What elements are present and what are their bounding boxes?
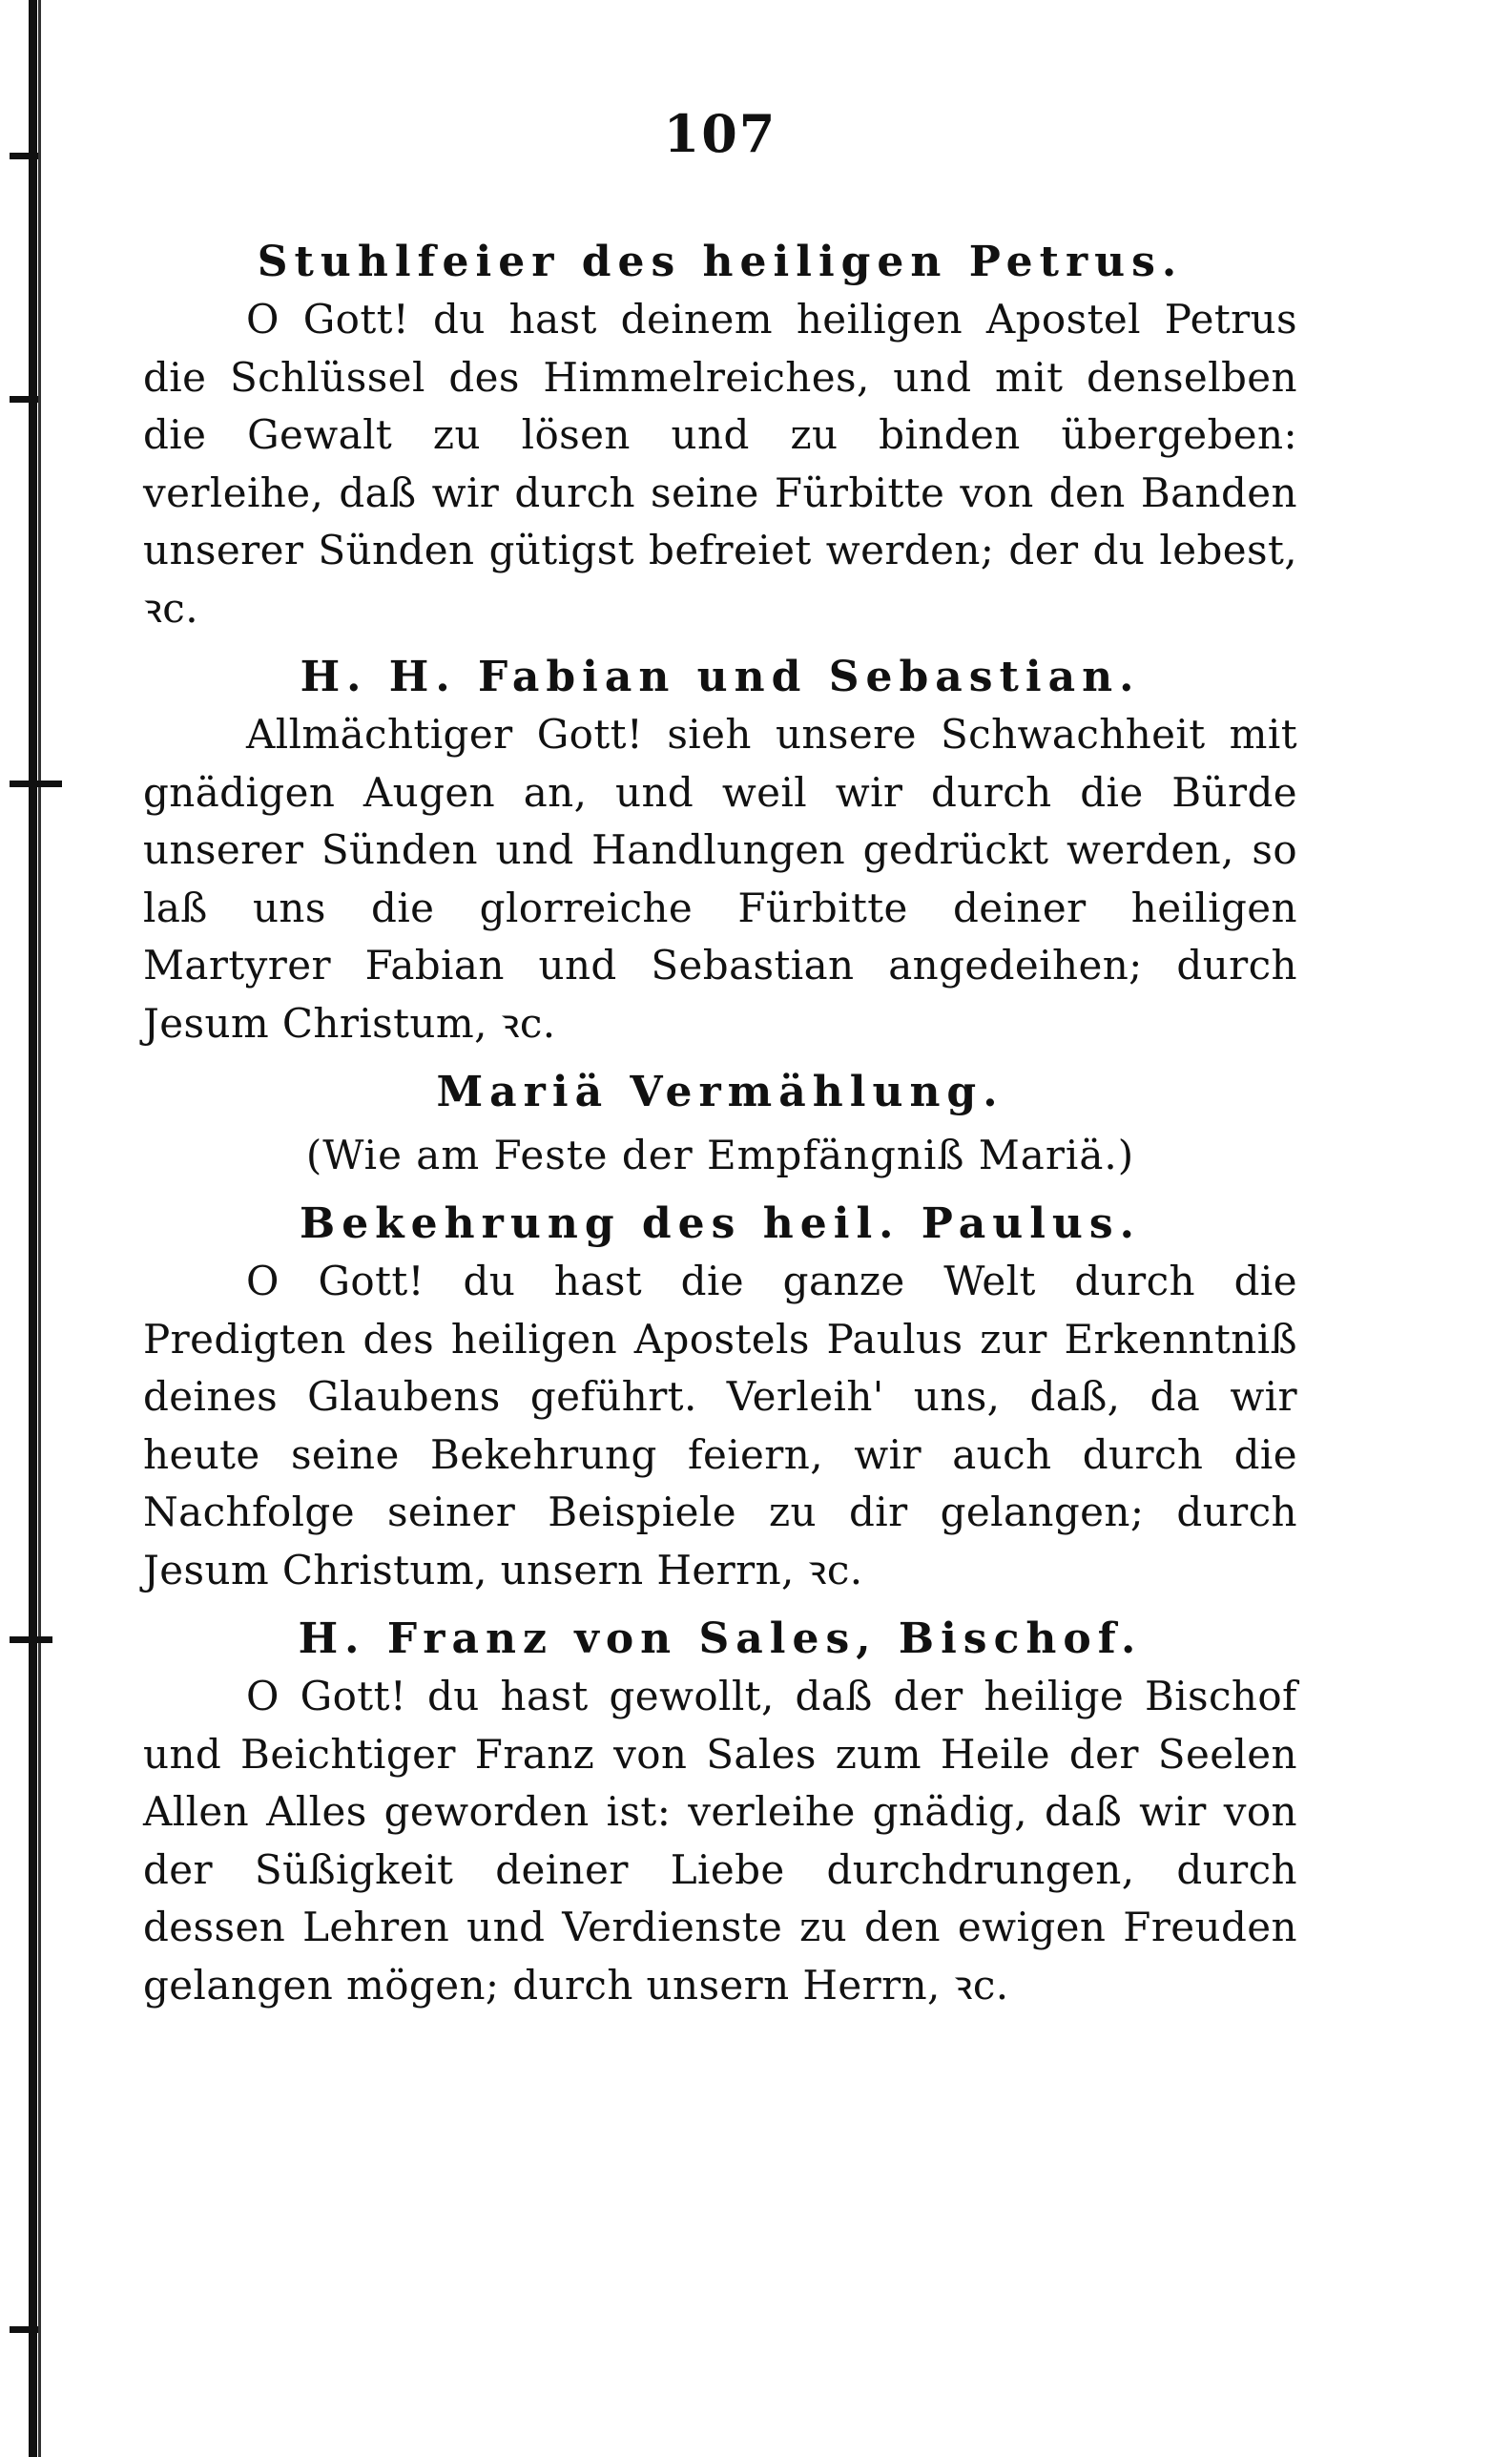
edge-mark: [10, 1636, 52, 1643]
prayer-text: O Gott! du hast deinem heiligen Apostel Petrus die Schlüssel des Himmelreiches, und mit denselben die Gewalt zu lösen und zu binden übergeben: verleihe, daß wir durch seine Fürbitte von den Banden unserer Sünden gütigst befreiet werden; der du lebest, ꝛc.: [143, 296, 1297, 632]
prayer-text: Allmächtiger Gott! sieh unsere Schwachheit mit gnädigen Augen an, und weil wir durch die Bürde unserer Sünden und Handlungen gedrückt werden, so laß uns die glorreiche Fürbitte deiner heiligen Martyrer Fabian und Sebastian angedeihen; durch Jesum Christum, ꝛc.: [143, 711, 1297, 1047]
edge-mark: [10, 2326, 38, 2333]
page-number: 107: [663, 103, 777, 164]
section-heading: H. Franz von Sales, Bischof.: [298, 1614, 1143, 1663]
section-heading: H. H. Fabian und Sebastian.: [300, 653, 1141, 701]
edge-mark: [10, 396, 38, 403]
section-fabian-sebastian: [143, 649, 1297, 1052]
edge-mark: [10, 781, 62, 787]
section-petrus: [143, 234, 1297, 637]
section-heading: Stuhlfeier des heiligen Petrus.: [257, 238, 1184, 286]
binding-edge-inner: [38, 0, 41, 2457]
section-mariae-vermaehlung: [143, 1064, 1297, 1184]
prayer-text: O Gott! du hast die ganze Welt durch die Predigten des heiligen Apostels Paulus zur Erkenntniß deines Glaubens geführt. Verleih' uns, daß, da wir heute seine Bekehrung feiern, wir auch durch die Nachfolge seiner Beispiele zu dir gelangen; durch Jesum Christum, unsern Herrn, ꝛc.: [143, 1258, 1297, 1593]
section-franz-von-sales: [143, 1611, 1297, 2014]
edge-mark: [10, 153, 38, 159]
cross-reference-note: (Wie am Feste der Empfängniß Mariä.): [305, 1132, 1135, 1178]
section-heading: Bekehrung des heil. Paulus.: [300, 1199, 1141, 1248]
section-paulus: [143, 1196, 1297, 1599]
section-heading: Mariä Vermählung.: [436, 1068, 1005, 1116]
prayer-text: O Gott! du hast gewollt, daß der heilige Bischof und Beichtiger Franz von Sales zum Heile der Seelen Allen Alles geworden ist: verleihe gnädig, daß wir von der Süßigkeit deiner Liebe durchdrungen, durch dessen Lehren und Verdienste zu den ewigen Freuden gelangen mögen; durch unsern Herrn, ꝛc.: [143, 1673, 1297, 2009]
book-page: [143, 100, 1297, 2026]
binding-edge: [29, 0, 37, 2457]
